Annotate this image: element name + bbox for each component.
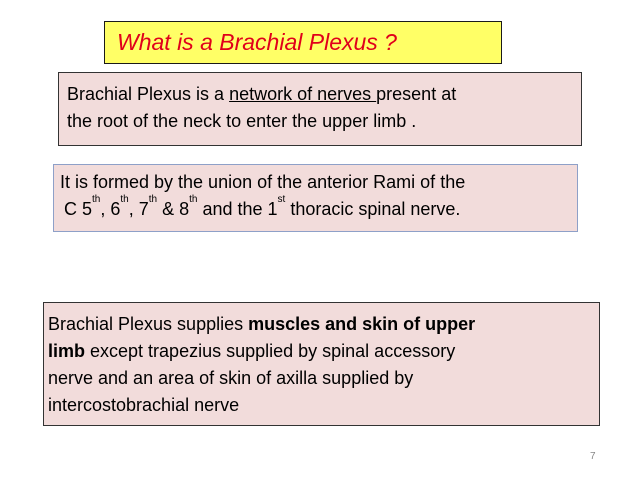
sup-th-7: th xyxy=(148,194,158,205)
supply-line-4: intercostobrachial nerve xyxy=(48,395,240,415)
formation-box xyxy=(53,164,578,232)
c7-text: , 7 xyxy=(128,199,149,219)
definition-line-1 xyxy=(67,81,581,108)
c5-text: C 5 xyxy=(64,199,93,219)
definition-line-2: the root of the neck to enter the upper limb . xyxy=(67,111,417,131)
formation-line-2 xyxy=(60,196,577,223)
page-number: 7 xyxy=(590,451,596,462)
supply-bold-1: muscles and skin of upper xyxy=(248,314,476,334)
sup-th-8: th xyxy=(189,194,198,205)
supply-text-2: except trapezius supplied by spinal accessory xyxy=(85,341,456,361)
slide-title: What is a Brachial Plexus ? xyxy=(104,21,502,64)
sup-th-5: th xyxy=(92,194,101,205)
c6-text: , 6 xyxy=(100,199,121,219)
t1-text: and the 1 xyxy=(197,199,278,219)
sup-st: st xyxy=(277,194,286,205)
formation-tail: thoracic spinal nerve. xyxy=(285,199,461,219)
c8-text: & 8 xyxy=(157,199,190,219)
definition-text-start: Brachial Plexus is a xyxy=(67,84,230,104)
supply-line-1 xyxy=(48,311,599,338)
supply-line-2 xyxy=(48,338,599,365)
supply-box xyxy=(43,302,600,426)
supply-line-3: nerve and an area of skin of axilla supplied by xyxy=(48,368,414,388)
supply-text-start: Brachial Plexus supplies xyxy=(48,314,249,334)
supply-bold-2: limb xyxy=(48,341,86,361)
formation-line-1: It is formed by the union of the anterior Rami of the xyxy=(60,172,466,192)
sup-th-6: th xyxy=(120,194,129,205)
definition-text-end: present at xyxy=(376,84,457,104)
definition-box xyxy=(58,72,582,146)
network-of-nerves-underlined: network of nerves xyxy=(229,84,377,104)
